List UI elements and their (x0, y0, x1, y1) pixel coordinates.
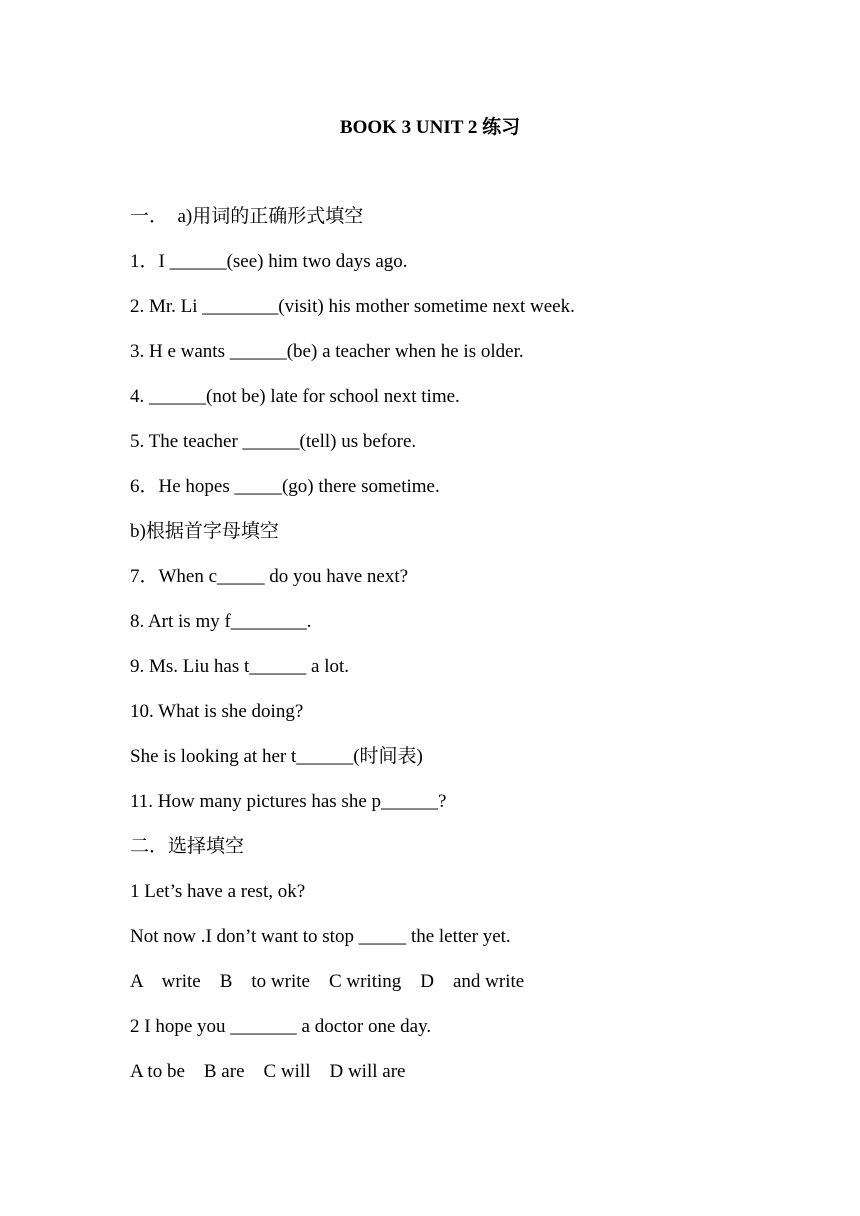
subsection-b-heading: b)根据首字母填空 (130, 521, 279, 542)
question-line: Not now .I don’t want to stop _____ the letter yet. (130, 926, 511, 947)
question-line: 3. H e wants ______(be) a teacher when he is older. (130, 341, 524, 362)
exercise-lines (130, 204, 810, 1104)
answer-options: A to be B are C will D will are (130, 1061, 406, 1082)
question-line: 9. Ms. Liu has t______ a lot. (130, 656, 350, 677)
question-line: 2. Mr. Li ________(visit) his mother sometime next week. (130, 296, 575, 317)
answer-options: A write B to write C writing D and write (130, 971, 525, 992)
document-title: BOOK 3 UNIT 2 练习 (339, 117, 521, 138)
question-line: 6．He hopes _____(go) there sometime. (130, 476, 440, 497)
section-2-heading: 二．选择填空 (130, 836, 245, 857)
question-line: 1 Let’s have a rest, ok? (130, 881, 306, 902)
question-line: 2 I hope you _______ a doctor one day. (130, 1016, 432, 1037)
question-line: 1．I ______(see) him two days ago. (130, 251, 408, 272)
question-line: 10. What is she doing? (130, 701, 304, 722)
question-line: 8. Art is my f________. (130, 611, 312, 632)
question-line: 5. The teacher ______(tell) us before. (130, 431, 417, 452)
question-line: She is looking at her t______(时间表) (130, 746, 423, 767)
question-line: 4. ______(not be) late for school next time. (130, 386, 460, 407)
section-1-heading: 一． a)用词的正确形式填空 (130, 206, 364, 227)
question-line: 7．When c_____ do you have next? (130, 566, 409, 587)
question-line: 11. How many pictures has she p______? (130, 791, 447, 812)
